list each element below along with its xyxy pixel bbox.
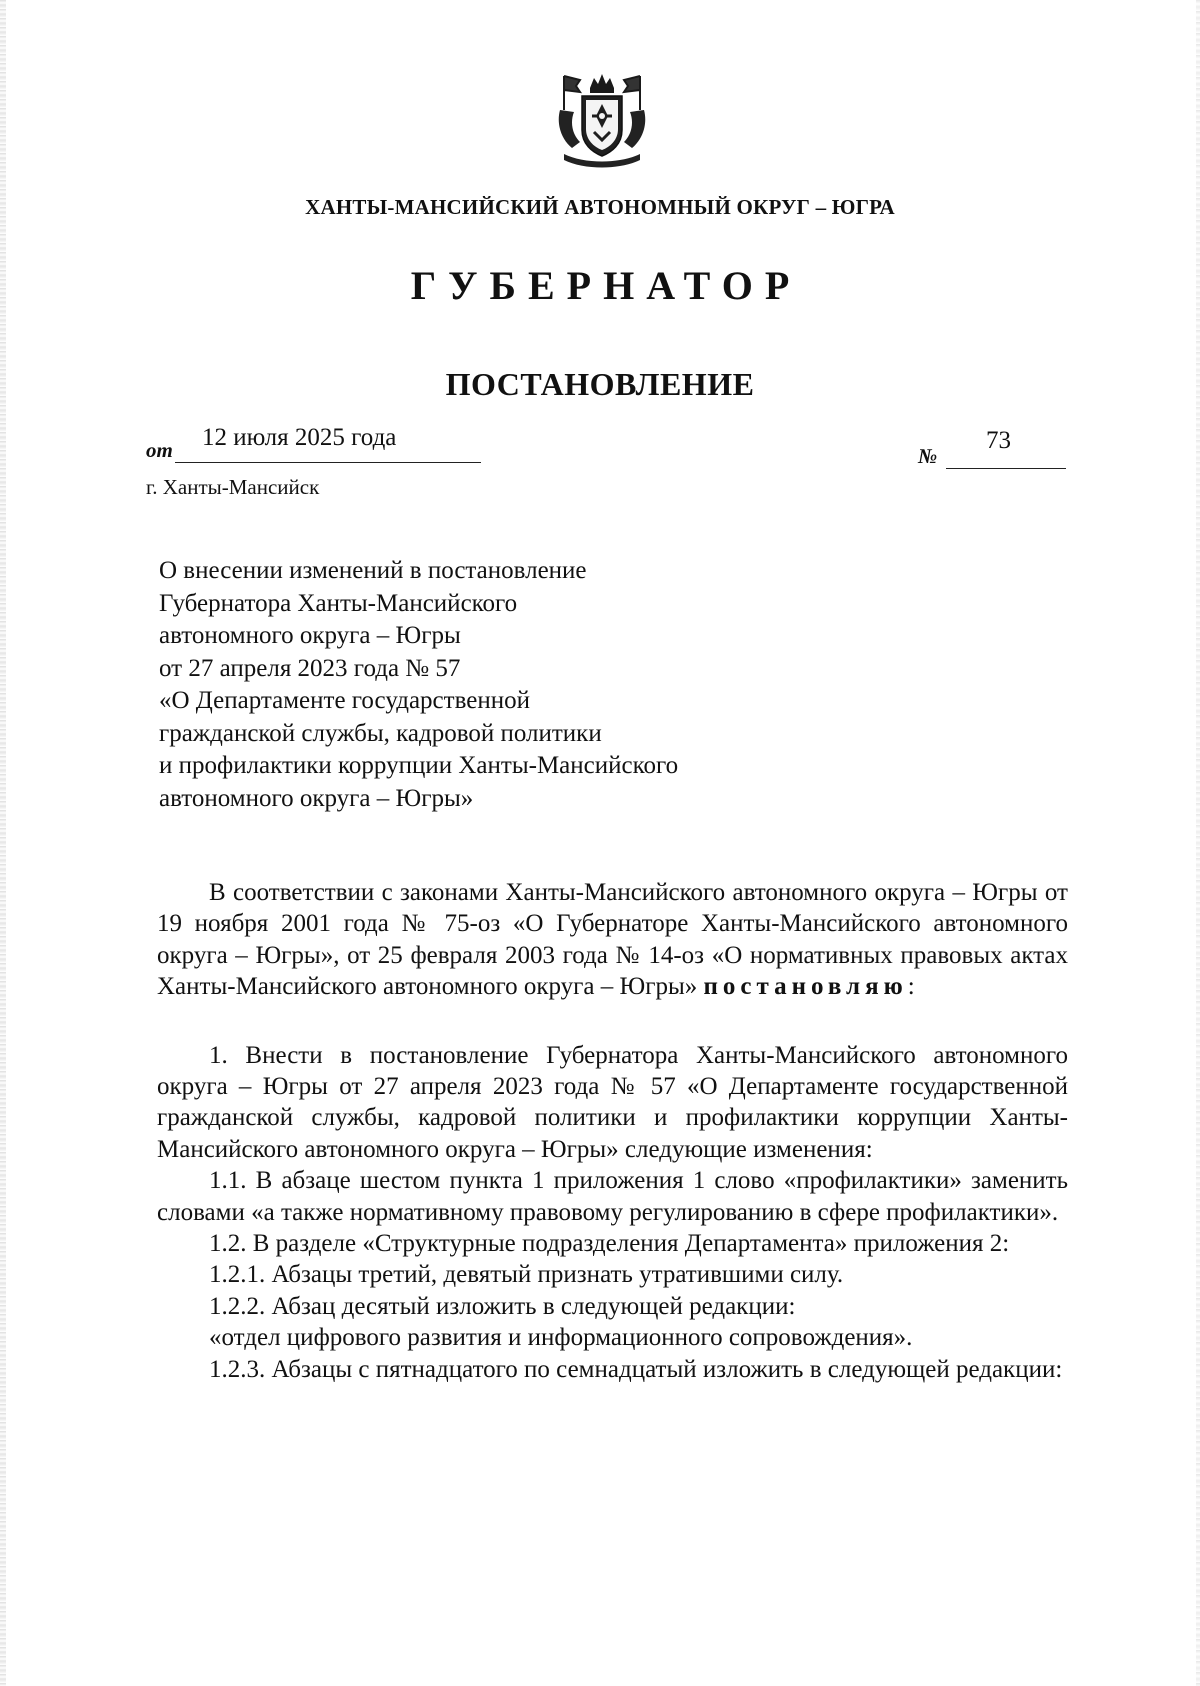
clause-1: 1. Внести в постановление Губернатора Ханты-Мансийского автономного округа – Югры от 27 апреля 2023 года № 57 «О Департаменте государственной гражданской службы, кадровой политики и профилактики коррупции Ханты-Мансийского автономного округа – Югры» следующие изменения:: [157, 1041, 1068, 1163]
subject-line: Губернатора Ханты-Мансийского: [159, 589, 518, 617]
preamble-text: В соответствии с законами Ханты-Мансийского автономного округа – Югры от 19 ноября 2001 года № 75-оз «О Губернаторе Ханты-Мансийского автономного округа – Югры», от 25 февраля 2003 года № 14-оз «О нормативных правовых актах Ханты-Мансийского автономного округа – Югры»: [157, 879, 1068, 1001]
clause-1-1: 1.1. В абзаце шестом пункта 1 приложения 1 слово «профилактики» заменить словами «а также нормативному правовому регулированию в сфере профилактики».: [157, 1167, 1068, 1226]
date-underline: [175, 462, 481, 463]
clause-1-2-1: 1.2.1. Абзацы третий, девятый признать утратившими силу.: [209, 1261, 844, 1289]
document-date: 12 июля 2025 года: [202, 424, 397, 451]
subject-line: гражданской службы, кадровой политики: [159, 719, 602, 747]
decree-word: постановляю: [703, 973, 908, 1001]
region-heading: ХАНТЫ-МАНСИЙСКИЙ АВТОНОМНЫЙ ОКРУГ – ЮГРА: [305, 195, 895, 219]
subject-line: автономного округа – Югры»: [159, 784, 474, 812]
document-type-heading: ПОСТАНОВЛЕНИЕ: [445, 366, 755, 402]
number-underline: [946, 468, 1066, 469]
scan-edge-left: [0, 0, 6, 1686]
subject-line: автономного округа – Югры: [159, 622, 461, 649]
subject-line: «О Департаменте государственной: [159, 687, 530, 714]
issuing-city: г. Ханты-Мансийск: [146, 475, 320, 499]
subject-line: О внесении изменений в постановление: [159, 557, 587, 584]
document-subject: [159, 555, 839, 815]
subject-line: от 27 апреля 2023 года № 57: [159, 654, 461, 682]
preamble-paragraph: [157, 877, 1068, 1003]
clause-1-2-3: 1.2.3. Абзацы с пятнадцатого по семнадцатый изложить в следующей редакции:: [209, 1355, 1063, 1383]
date-prefix-label: от: [146, 438, 173, 462]
clause-1-2: 1.2. В разделе «Структурные подразделения Департамента» приложения 2:: [209, 1230, 1010, 1258]
decree-colon: :: [907, 973, 915, 1001]
clause-1-2-2: 1.2.2. Абзац десятый изложить в следующей редакции:: [209, 1292, 796, 1320]
coat-of-arms-icon: [554, 70, 650, 172]
clause-1-2-2-quote: «отдел цифрового развития и информационного сопровождения».: [209, 1324, 913, 1352]
subject-line: и профилактики коррупции Ханты-Мансийского: [159, 752, 679, 779]
scan-edge-right: [1196, 0, 1200, 1686]
governor-heading: ГУБЕРНАТОР: [410, 263, 802, 308]
number-prefix-label: №: [918, 444, 938, 468]
document-body: [157, 877, 1068, 1385]
document-number: 73: [986, 427, 1011, 454]
